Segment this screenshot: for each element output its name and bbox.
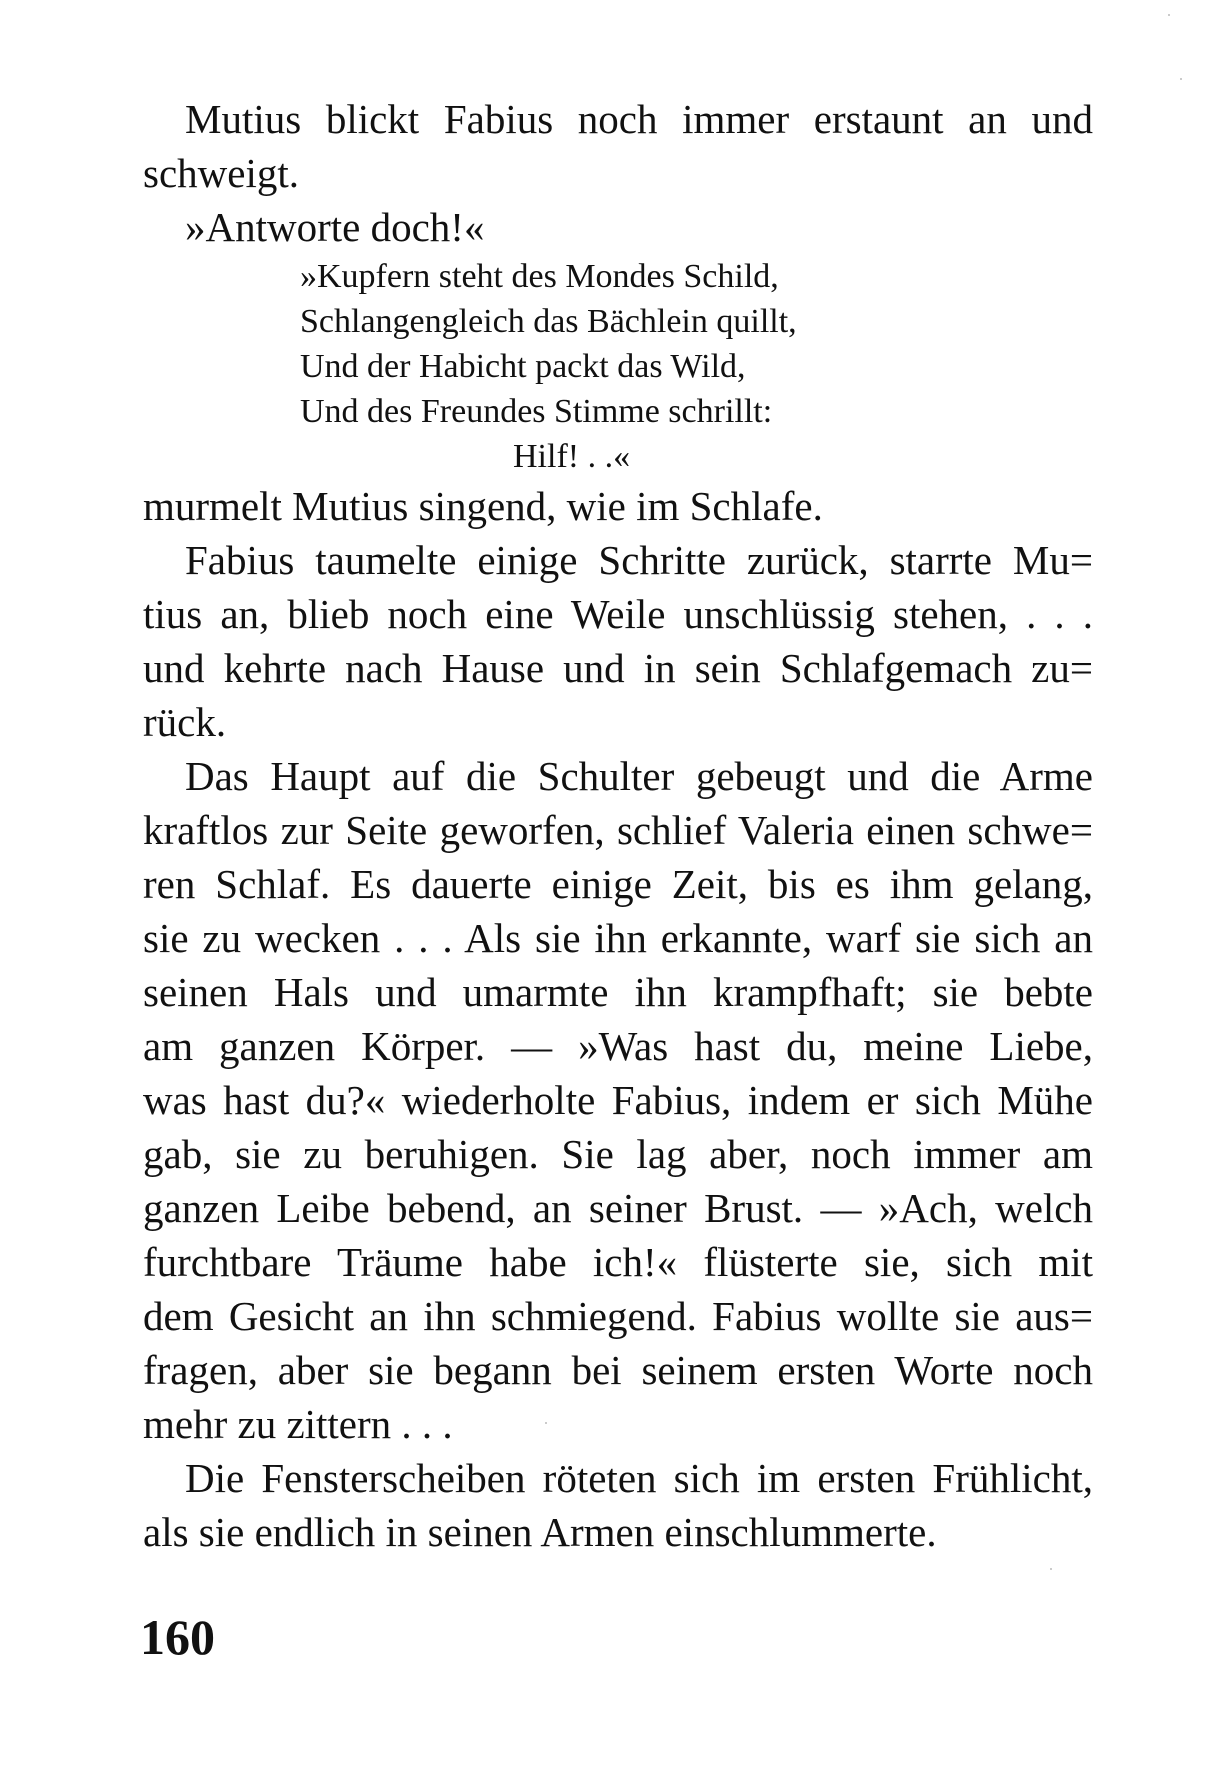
text-line: ren Schlaf. Es dauerte einige Zeit, bis es ihm gelang, [143,861,1093,907]
text-line: seinen Hals und umarmte ihn krampfhaft; sie bebte [143,969,1093,1015]
verse-line: Und der Habicht packt das Wild, [300,348,746,385]
text-line: schweigt. [143,150,299,196]
text-line: Die Fensterscheiben röteten sich im ersten Frühlicht, [185,1455,1093,1501]
text-line: »Antworte doch!« [185,204,485,250]
text-line: Fabius taumelte einige Schritte zurück, starrte Mu= [185,537,1093,583]
text-line: als sie endlich in seinen Armen einschlummerte. [143,1509,937,1555]
verse-line: Hilf! . .« [513,438,631,475]
scan-speck [1180,78,1182,80]
text-line: sie zu wecken . . . Als sie ihn erkannte, warf sie sich an [143,915,1093,961]
page-number: 160 [140,1609,215,1665]
verse-line: Schlangengleich das Bächlein quillt, [300,303,797,340]
text-line: tius an, blieb noch eine Weile unschlüssig stehen, . . . [143,591,1093,637]
verse-line: Und des Freundes Stimme schrillt: [300,393,773,430]
verse-line: »Kupfern steht des Mondes Schild, [300,258,779,295]
scan-speck [545,1422,547,1424]
text-line: murmelt Mutius singend, wie im Schlafe. [143,483,823,529]
text-line: und kehrte nach Hause und in sein Schlafgemach zu= [143,645,1093,691]
text-line: kraftlos zur Seite geworfen, schlief Valeria einen schwe= [143,807,1093,853]
text-line: mehr zu zittern . . . [143,1401,453,1447]
text-line: Mutius blickt Fabius noch immer erstaunt an und [185,96,1093,142]
text-line: ganzen Leibe bebend, an seiner Brust. — »Ach, welch [143,1185,1093,1231]
text-line: was hast du?« wiederholte Fabius, indem er sich Mühe [143,1077,1093,1123]
text-line: Das Haupt auf die Schulter gebeugt und die Arme [185,753,1093,799]
text-line: dem Gesicht an ihn schmiegend. Fabius wollte sie aus= [143,1293,1093,1339]
body-text [143,92,1093,1559]
text-line: fragen, aber sie begann bei seinem ersten Worte noch [143,1347,1093,1393]
text-line: rück. [143,699,227,745]
text-line: am ganzen Körper. — »Was hast du, meine Liebe, [143,1023,1093,1069]
scan-speck [1168,14,1170,16]
text-line: gab, sie zu beruhigen. Sie lag aber, noch immer am [143,1131,1093,1177]
scan-speck [1050,1568,1052,1570]
text-line: furchtbare Träume habe ich!« flüsterte sie, sich mit [143,1239,1093,1285]
